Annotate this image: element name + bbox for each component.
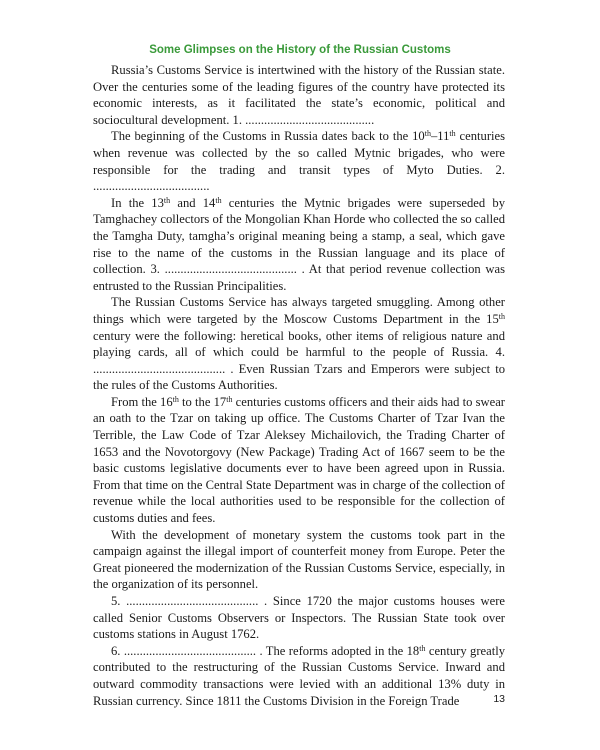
text-run: The beginning of the Customs in Russia dates back to the 10 xyxy=(111,129,425,144)
superscript: th xyxy=(424,129,431,139)
paragraph-4 xyxy=(93,294,505,394)
paragraph-7: 5. .......................................... . Since 1720 the major customs houses were called Senior Customs Observers or Inspectors. The Russian State took over customs stations in August 1762. xyxy=(93,594,505,642)
paragraph-8 xyxy=(93,643,505,709)
superscript: th xyxy=(449,129,456,139)
paragraph-6: With the development of monetary system the customs took part in the campaign against the illegal import of counterfeit money from Europe. Peter the Great pioneered the modernization of the Russian Customs Service, especially, in the organization of its personnel. xyxy=(93,527,505,592)
text-run: century greatly contributed to the restructuring of the Russian Customs Service. Inward and outward commodity transactions were levied with an additional 13% duty in Russian currency. Since 1811 the Customs Division in the Foreign Trade xyxy=(93,643,505,708)
text-run: centuries when revenue was collected by the so called Mytnic brigades, who were responsible for the trading and transit types of Myto Duties. 2. ..................................... xyxy=(93,129,506,194)
paragraph-1: Russia’s Customs Service is intertwined with the history of the Russian state. Over the centuries some of the leading figures of the country have protected its economic interests, as it facilitated the state’s economic, political and sociocultural development. 1. ......................................... xyxy=(93,63,505,127)
text-run: From the 16 xyxy=(111,394,173,409)
text-run: to the 17 xyxy=(178,394,227,409)
superscript: th xyxy=(226,394,233,404)
text-run: and 14 xyxy=(170,195,216,210)
superscript: th xyxy=(172,394,179,404)
superscript: th xyxy=(215,195,222,205)
superscript: th xyxy=(419,643,426,653)
text-run: 6. .......................................... . The reforms adopted in the 18 xyxy=(111,643,420,658)
superscript: th xyxy=(163,195,171,205)
superscript: th xyxy=(498,311,505,321)
body-text xyxy=(93,62,505,709)
text-run: century were the following: heretical books, other items of religious nature and playing cards, all of which could be harmful to the people of Russia. 4. .......................................... . Even Russian Tzars and Emperors were subject to the rules of the Customs Authorities. xyxy=(93,328,505,393)
text-run: centuries the Mytnic brigades were superseded by Tamghachey collectors of the Mongolian Khan Horde who collected the so called the Tamgha Duty, tamgha’s original meaning being a stamp, a seal, which gave rise to the name of the customs in the Russian language and its place of collection. 3. .......................................... . At that period revenue collection was entrusted to the Russian Principalities. xyxy=(93,195,505,293)
page-title: Some Glimpses on the History of the Russian Customs xyxy=(149,44,451,56)
paragraph-5 xyxy=(93,394,505,527)
text-run: centuries customs officers and their aids had to swear an oath to the Tzar on taking up office. The Customs Charter of Tzar Ivan the Terrible, the Law Code of Tzar Aleksey Michailovich, the Trading Charter of 1653 and the Novotorgovy (New Package) Trading Act of 1667 seem to be the basic customs legislative documents ever to have been agreed upon in Russia. From that time on the Central State Department was in charge of the collection of revenue while the local authorities used to be responsible for the collection of customs duties and fees. xyxy=(93,394,505,526)
page-number: 13 xyxy=(493,693,505,705)
paragraph-3 xyxy=(93,195,505,295)
text-run: In the 13 xyxy=(111,195,164,210)
paragraph-2 xyxy=(93,128,505,194)
text-run: The Russian Customs Service has always targeted smuggling. Among other things which were targeted by the Moscow Customs Department in the 15 xyxy=(93,295,505,326)
text-run: –11 xyxy=(430,129,450,144)
